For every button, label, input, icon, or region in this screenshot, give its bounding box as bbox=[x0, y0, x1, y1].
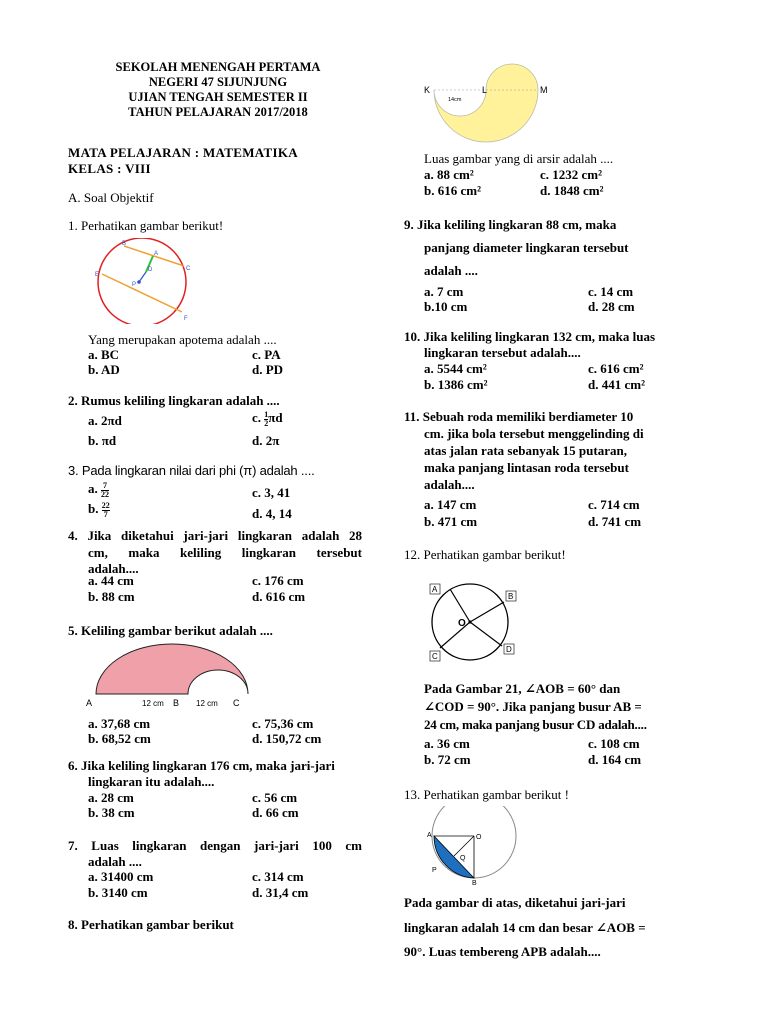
q13-text: 13. Perhatikan gambar berikut ! bbox=[404, 787, 569, 802]
subject-line: MATA PELAJARAN : MATEMATIKA bbox=[68, 145, 298, 160]
q11-option-c: c. 714 cm bbox=[588, 497, 640, 512]
q12-radius-od bbox=[470, 622, 502, 646]
q3-option-b-prefix: b. bbox=[88, 501, 99, 516]
q12-label-o: O bbox=[458, 618, 466, 629]
q1-center-point bbox=[137, 280, 141, 284]
q13-label-o: O bbox=[476, 834, 482, 841]
q8-label-m: M bbox=[540, 85, 548, 95]
q11-line-5: adalah.... bbox=[424, 477, 475, 492]
q12-option-b: b. 72 cm bbox=[424, 752, 471, 767]
q3-option-a bbox=[88, 481, 109, 499]
q12-radius-ob bbox=[470, 602, 504, 622]
q6-option-c: c. 56 cm bbox=[252, 790, 298, 805]
q4-line-2: cm, maka keliling lingkaran tersebut bbox=[88, 545, 362, 560]
section-title: A. Soal Objektif bbox=[68, 190, 154, 205]
q11-option-a: a. 147 cm bbox=[424, 497, 477, 512]
grade-line: KELAS : VIII bbox=[68, 161, 151, 176]
q4-option-c: c. 176 cm bbox=[252, 573, 304, 588]
q10-line-1: 10. Jika keliling lingkaran 132 cm, maka luas bbox=[404, 329, 656, 344]
q7-option-b: b. 3140 cm bbox=[88, 885, 148, 900]
q3-option-d: d. 4, 14 bbox=[252, 506, 292, 521]
q12-option-a: a. 36 cm bbox=[424, 736, 470, 751]
q1-label-d: D bbox=[148, 267, 153, 273]
q13-line-3: 90°. Luas tembereng APB adalah.... bbox=[404, 944, 601, 959]
academic-year: TAHUN PELAJARAN 2017/2018 bbox=[128, 105, 308, 119]
q12-line-3: 24 cm, maka panjang busur CD adalah.... bbox=[424, 717, 647, 732]
q13-line-2: lingkaran adalah 14 cm dan besar ∠AOB = bbox=[404, 920, 646, 935]
q1-option-c: c. PA bbox=[252, 347, 281, 362]
q1-option-d: d. PD bbox=[252, 362, 284, 377]
q11-line-3: atas jalan rata sebanyak 15 putaran, bbox=[424, 443, 627, 458]
q13-label-q: Q bbox=[460, 855, 466, 862]
q1-circle bbox=[98, 238, 186, 324]
q4-line-3: adalah.... bbox=[88, 561, 139, 576]
q12-option-c: c. 108 cm bbox=[588, 736, 640, 751]
q9-option-b: b.10 cm bbox=[424, 299, 468, 314]
q12-label-b: B bbox=[508, 592, 514, 601]
q12-label-c: C bbox=[432, 652, 438, 661]
q8-text: 8. Perhatikan gambar berikut bbox=[68, 917, 234, 932]
q5-option-d: d. 150,72 cm bbox=[252, 731, 322, 746]
q3-fraction-a-num: 7 bbox=[103, 480, 107, 490]
q8-option-a: a. 88 cm² bbox=[424, 167, 474, 182]
q8-option-d: d. 1848 cm² bbox=[540, 183, 604, 198]
q8-option-b: b. 616 cm² bbox=[424, 183, 481, 198]
q8-label-k: K bbox=[424, 85, 431, 95]
q5-label-12cm-left: 12 cm bbox=[142, 699, 164, 708]
q5-label-b: B bbox=[173, 698, 180, 708]
q6-line-2: lingkaran itu adalah.... bbox=[88, 774, 215, 789]
q1-option-a: a. BC bbox=[88, 347, 120, 362]
q9-line-1: 9. Jika keliling lingkaran 88 cm, maka bbox=[404, 217, 617, 232]
q1-radius bbox=[139, 272, 146, 282]
q5-arch-figure bbox=[78, 640, 258, 710]
q10-line-2: lingkaran tersebut adalah.... bbox=[424, 345, 581, 360]
q11-line-1: 11. Sebuah roda memiliki berdiameter 10 bbox=[404, 409, 634, 424]
q12-line-2: ∠COD = 90°. Jika panjang busur AB = bbox=[424, 699, 642, 714]
q8-shaded-region bbox=[434, 64, 538, 142]
q10-option-c: c. 616 cm² bbox=[588, 361, 644, 376]
q3-option-c: c. 3, 41 bbox=[252, 485, 291, 500]
q1-chord-ef bbox=[102, 274, 182, 312]
q9-line-2: panjang diameter lingkaran tersebut bbox=[424, 240, 629, 255]
q13-label-b: B bbox=[472, 880, 477, 886]
q12-center-point bbox=[468, 620, 471, 623]
q13-label-a: A bbox=[427, 832, 432, 839]
q8-option-c: c. 1232 cm² bbox=[540, 167, 603, 182]
q1-option-b: b. AD bbox=[88, 362, 120, 377]
q1-label-f: F bbox=[184, 316, 188, 322]
q4-option-a: a. 44 cm bbox=[88, 573, 134, 588]
q3-fraction-b bbox=[102, 502, 110, 519]
school-branch: NEGERI 47 SIJUNJUNG bbox=[148, 75, 288, 89]
q3-fraction-b-den: 7 bbox=[103, 509, 108, 519]
q5-option-a: a. 37,68 cm bbox=[88, 716, 151, 731]
q5-label-a: A bbox=[86, 698, 93, 708]
q7-option-d: d. 31,4 cm bbox=[252, 885, 309, 900]
q1-label-p: P bbox=[132, 282, 137, 288]
q5-shaded-arch bbox=[96, 644, 248, 694]
q12-circle-figure bbox=[424, 580, 520, 664]
q3-fraction-a-den: 22 bbox=[101, 489, 109, 499]
q3-fraction-b-num: 22 bbox=[101, 500, 110, 510]
q11-option-b: b. 471 cm bbox=[424, 514, 478, 529]
q1-text: 1. Perhatikan gambar berikut! bbox=[68, 218, 224, 233]
q1-circle-figure bbox=[92, 238, 192, 324]
q6-line-1: 6. Jika keliling lingkaran 176 cm, maka jari-jari bbox=[68, 758, 335, 773]
q4-line-1: 4. Jika diketahui jari-jari lingkaran adalah 28 bbox=[68, 528, 362, 543]
q12-option-d: d. 164 cm bbox=[588, 752, 642, 767]
q10-option-d: d. 441 cm² bbox=[588, 377, 645, 392]
q3-fraction-a bbox=[101, 482, 109, 499]
q10-option-b: b. 1386 cm² bbox=[424, 377, 488, 392]
q9-option-d: d. 28 cm bbox=[588, 299, 635, 314]
q3-option-b bbox=[88, 501, 110, 519]
school-name: SEKOLAH MENENGAH PERTAMA bbox=[115, 60, 321, 74]
q2-option-a: a. 2πd bbox=[88, 413, 122, 428]
q5-label-c: C bbox=[233, 698, 240, 708]
q11-option-d: d. 741 cm bbox=[588, 514, 642, 529]
q8-moon-figure bbox=[414, 55, 554, 145]
q13-line-oq bbox=[454, 836, 474, 856]
q13-line-1: Pada gambar di atas, diketahui jari-jari bbox=[404, 895, 626, 910]
q8-label-14cm: 14cm bbox=[448, 97, 462, 103]
q11-line-2: cm. jika bola tersebut menggelinding di bbox=[424, 426, 644, 441]
q7-line-2: adalah .... bbox=[88, 854, 142, 869]
q2-option-c-suffix: πd bbox=[268, 410, 283, 425]
q9-option-a: a. 7 cm bbox=[424, 284, 464, 299]
q9-option-c: c. 14 cm bbox=[588, 284, 634, 299]
q5-option-b: b. 68,52 cm bbox=[88, 731, 151, 746]
q10-option-a: a. 5544 cm² bbox=[424, 361, 487, 376]
q2-option-b: b. πd bbox=[88, 433, 117, 448]
q5-option-c: c. 75,36 cm bbox=[252, 716, 314, 731]
q13-label-p: P bbox=[432, 867, 437, 874]
q3-option-a-prefix: a. bbox=[88, 481, 98, 496]
q13-circle-figure bbox=[426, 806, 524, 886]
q1-label-c: C bbox=[186, 266, 191, 272]
q1-label-b: B bbox=[122, 241, 127, 247]
q3-text: 3. Pada lingkaran nilai dari phi (π) adalah .... bbox=[68, 463, 315, 478]
q4-option-d: d. 616 cm bbox=[252, 589, 306, 604]
q9-line-3: adalah .... bbox=[424, 263, 478, 278]
q6-option-a: a. 28 cm bbox=[88, 790, 134, 805]
q1-label-e: E bbox=[95, 272, 100, 278]
q7-line-1: 7. Luas lingkaran dengan jari-jari 100 cm bbox=[68, 838, 362, 853]
q5-label-12cm-right: 12 cm bbox=[196, 699, 218, 708]
q2-fraction-den: 2 bbox=[264, 418, 269, 428]
q12-line-1: Pada Gambar 21, ∠AOB = 60° dan bbox=[424, 681, 621, 696]
q7-option-a: a. 31400 cm bbox=[88, 869, 154, 884]
q1-question: Yang merupakan apotema adalah .... bbox=[88, 332, 277, 347]
q6-option-d: d. 66 cm bbox=[252, 805, 299, 820]
q5-text: 5. Keliling gambar berikut adalah .... bbox=[68, 623, 273, 638]
q6-option-b: b. 38 cm bbox=[88, 805, 135, 820]
q8-question: Luas gambar yang di arsir adalah .... bbox=[424, 151, 614, 166]
q2-fraction-num: 1 bbox=[264, 409, 269, 419]
exam-title: UJIAN TENGAH SEMESTER II bbox=[128, 90, 308, 104]
q12-label-d: D bbox=[506, 645, 512, 654]
q8-label-l: L bbox=[482, 85, 488, 95]
q2-option-c-prefix: c. bbox=[252, 410, 262, 425]
q2-option-d: d. 2π bbox=[252, 433, 280, 448]
q12-label-a: A bbox=[432, 585, 438, 594]
q2-text: 2. Rumus keliling lingkaran adalah .... bbox=[68, 393, 280, 408]
q7-option-c: c. 314 cm bbox=[252, 869, 304, 884]
q1-label-a: A bbox=[154, 251, 159, 257]
q12-text: 12. Perhatikan gambar berikut! bbox=[404, 547, 566, 562]
q2-option-c bbox=[252, 410, 283, 428]
q11-line-4: maka panjang lintasan roda tersebut bbox=[424, 460, 629, 475]
q4-option-b: b. 88 cm bbox=[88, 589, 135, 604]
